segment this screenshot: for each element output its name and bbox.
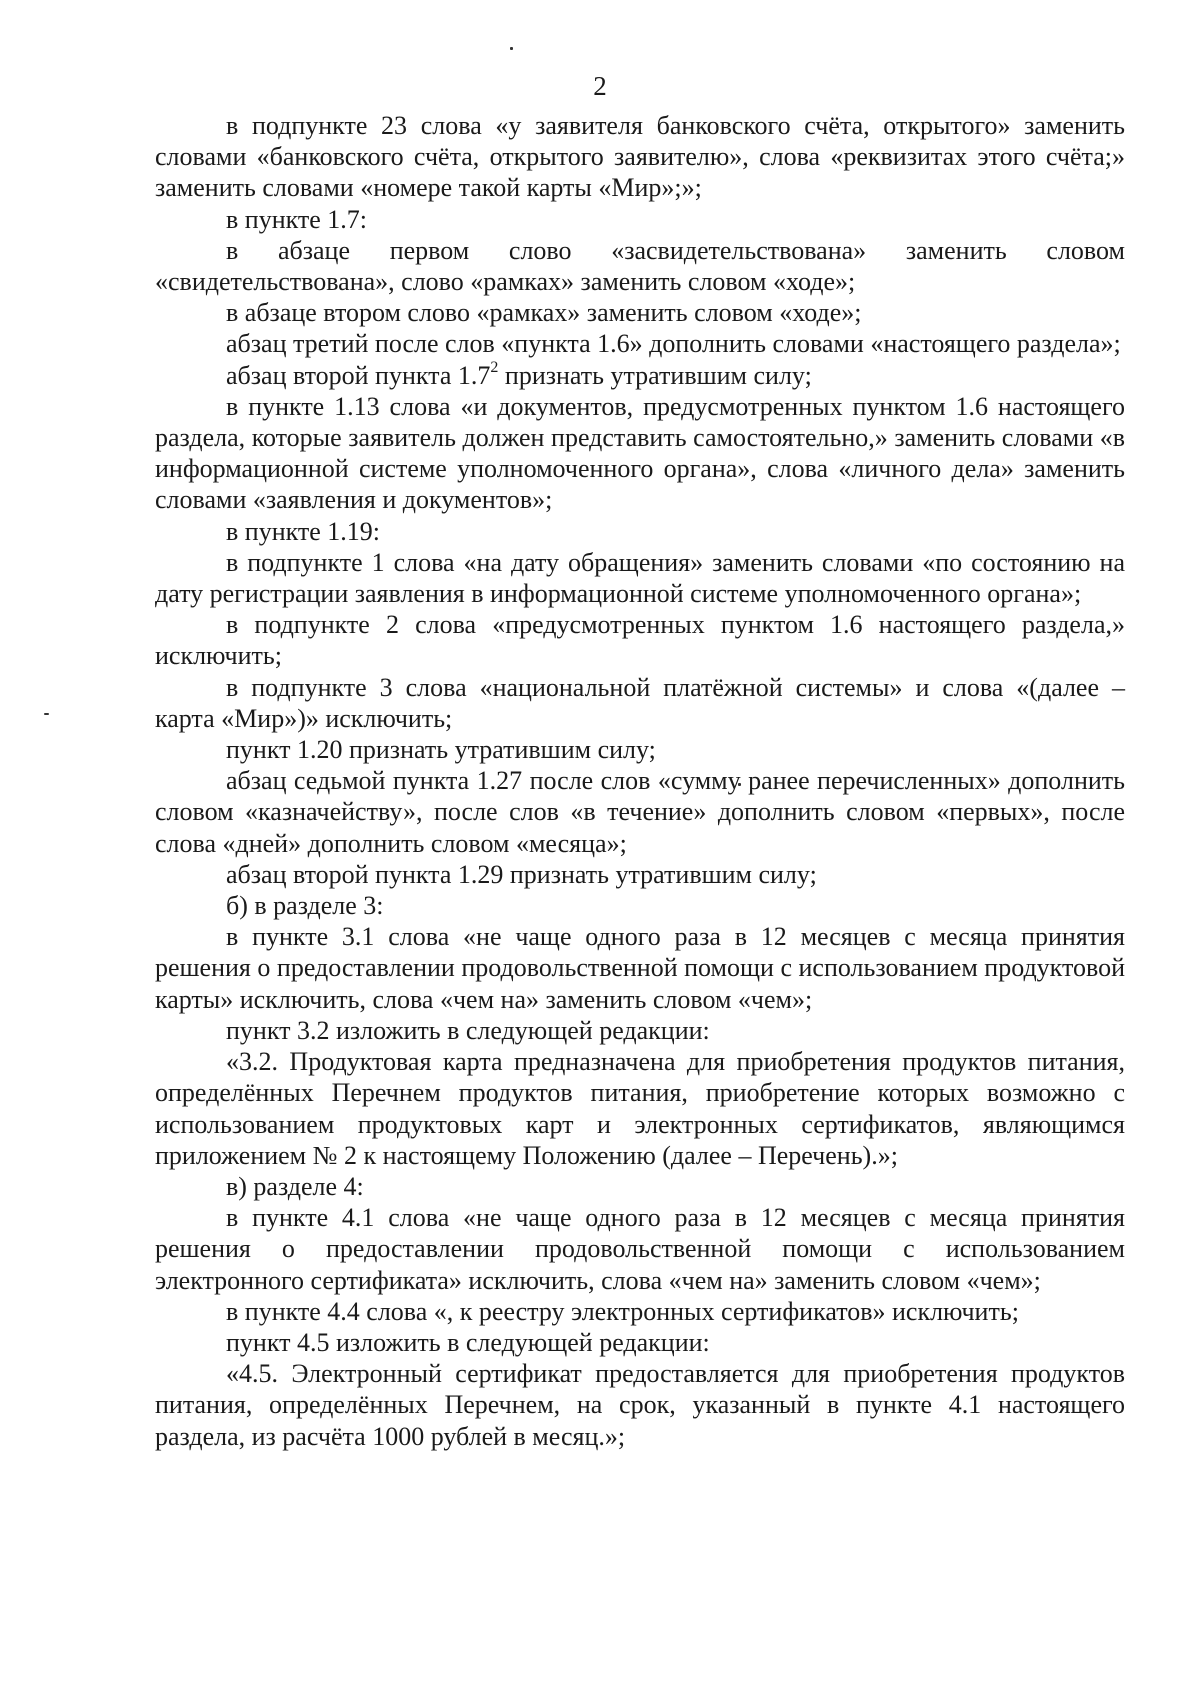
paragraph: в абзаце втором слово «рамках» заменить словом «ходе»;: [226, 298, 862, 328]
paragraph: пункт 4.5 изложить в следующей редакции:: [226, 1327, 710, 1357]
scan-speck: [510, 47, 513, 50]
paragraph: в пункте 1.7:: [226, 204, 368, 234]
paragraph: «3.2. Продуктовая карта предназначена для приобретения продуктов питания, определённых Перечнем продуктов питания, приобретение которых возможно с использованием продуктовых карт и электронных сертификатов, являющимся приложением № 2 к настоящему Положению (далее – Перечень).»;: [155, 1047, 1125, 1170]
paragraph: в пункте 1.19:: [226, 516, 381, 546]
paragraph: в пункте 3.1 слова «не чаще одного раза в 12 месяцев с месяца принятия решения о предоставлении продовольственной помощи с использованием продуктовой карты» исключить, слова «чем на» заменить словом «чем»;: [155, 922, 1125, 1014]
paragraph: в подпункте 1 слова «на дату обращения» заменить словами «по состоянию на дату регистрации заявления в информационной системе уполномоченного органа»;: [155, 547, 1125, 609]
paragraph: пункт 1.20 признать утратившим силу;: [226, 735, 656, 765]
scan-speck: [44, 713, 49, 715]
paragraph: абзац третий после слов «пункта 1.6» дополнить словами «настоящего раздела»;: [226, 329, 1121, 359]
paragraph-text: абзац второй пункта 1.7: [226, 360, 491, 390]
paragraph: в подпункте 23 слова «у заявителя банковского счёта, открытого» заменить словами «банковского счёта, открытого заявителю», слова «реквизитах этого счёта;» заменить словами «номере такой карты «Мир»;»;: [155, 111, 1125, 203]
paragraph: б) в разделе 3:: [226, 891, 384, 921]
paragraph: в подпункте 2 слова «предусмотренных пунктом 1.6 настоящего раздела,» исключить;: [155, 610, 1125, 671]
page-number: 2: [593, 71, 607, 101]
superscript: 2: [490, 358, 499, 376]
paragraph: «4.5. Электронный сертификат предоставляется для приобретения продуктов питания, определённых Перечнем, на срок, указанный в пункте 4.1 настоящего раздела, из расчёта 1000 рублей в месяц.»;: [155, 1359, 1125, 1451]
paragraph: абзац седьмой пункта 1.27 после слов «сумму ранее перечисленных» дополнить словом «казначейству», после слов «в течение» дополнить словом «первых», после слова «дней» дополнить словом «месяца»;: [155, 766, 1125, 858]
paragraph: абзац второй пункта 1.29 признать утратившим силу;: [226, 859, 817, 889]
paragraph-with-superscript: [155, 360, 1125, 391]
paragraph: в пункте 1.13 слова «и документов, предусмотренных пунктом 1.6 настоящего раздела, которые заявитель должен представить самостоятельно,» заменить словами «в информационной системе уполномоченного органа», слова «личного дела» заменить словами «заявления и документов»;: [155, 391, 1125, 515]
paragraph-text: признать утратившим силу;: [498, 360, 812, 390]
paragraph: в) разделе 4:: [226, 1171, 364, 1201]
paragraph: в подпункте 3 слова «национальной платёжной системы» и слова «(далее – карта «Мир»)» исключить;: [155, 672, 1125, 733]
document-body: [155, 110, 1125, 1452]
paragraph: в пункте 4.4 слова «, к реестру электронных сертификатов» исключить;: [226, 1296, 1019, 1326]
paragraph: в пункте 4.1 слова «не чаще одного раза в 12 месяцев с месяца принятия решения о предоставлении продовольственной помощи с использованием электронного сертификата» исключить, слова «чем на» заменить словом «чем»;: [155, 1203, 1125, 1295]
paragraph: в абзаце первом слово «засвидетельствована» заменить словом «свидетельствована», слово «рамках» заменить словом «ходе»;: [155, 235, 1125, 297]
paragraph: пункт 3.2 изложить в следующей редакции:: [226, 1015, 710, 1045]
